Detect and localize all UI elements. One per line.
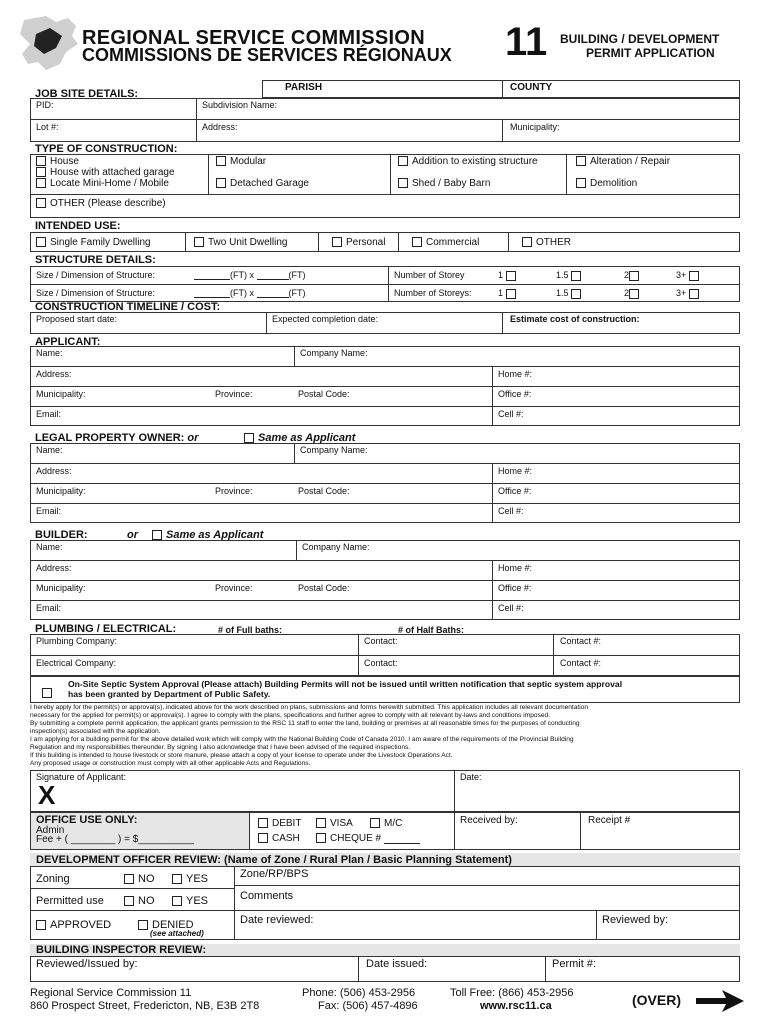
denied-checkbox[interactable]: DENIED — [138, 919, 194, 931]
construction-title: TYPE OF CONSTRUCTION: — [35, 143, 178, 155]
plumbing-company-field[interactable]: Plumbing Company: — [36, 636, 118, 646]
municipality-field[interactable]: Municipality: — [510, 122, 560, 132]
applicant-office-field[interactable]: Office #: — [498, 389, 532, 399]
dev-review-title: DEVELOPMENT OFFICER REVIEW: (Name of Zone / Rural Plan / Basic Planning Statement) — [36, 854, 512, 866]
start-date-field[interactable]: Proposed start date: — [36, 314, 118, 324]
received-by-field[interactable]: Received by: — [460, 815, 518, 826]
plumbing-contact-num-field[interactable]: Contact #: — [560, 636, 602, 646]
footer-phone: Phone: (506) 453-2956 — [302, 987, 416, 999]
cost-field[interactable]: Estimate cost of construction: — [510, 314, 640, 324]
storeys-2-checkbox[interactable]: 2 — [624, 288, 643, 299]
modular-checkbox[interactable]: Modular — [216, 156, 266, 167]
storey-2-checkbox[interactable]: 2 — [624, 270, 643, 281]
plumbing-title: PLUMBING / ELECTRICAL: — [35, 623, 177, 635]
half-baths-field[interactable]: # of Half Baths: — [398, 625, 524, 635]
owner-name-field[interactable]: Name: — [36, 445, 63, 455]
storey-15-checkbox[interactable]: 1.5 — [556, 270, 585, 281]
timeline-title: CONSTRUCTION TIMELINE / COST: — [35, 301, 221, 313]
size1-width-input[interactable]: (FT) x (FT) — [194, 270, 306, 280]
zoning-label: Zoning — [36, 873, 70, 885]
owner-municipality-field[interactable]: Municipality: — [36, 486, 86, 496]
builder-or: or — [127, 529, 138, 541]
septic-line2: has been granted by Department of Public Safety. — [68, 689, 271, 699]
storeys-15-checkbox[interactable]: 1.5 — [556, 288, 585, 299]
visa-checkbox[interactable]: VISA — [316, 818, 353, 829]
province-map-logo — [16, 14, 86, 74]
builder-province-field[interactable]: Province: — [215, 583, 253, 593]
footer-tollfree: Toll Free: (866) 453-2956 — [450, 987, 574, 999]
storeys-1-checkbox[interactable]: 1 — [498, 288, 520, 299]
subdivision-field[interactable]: Subdivision Name: — [202, 100, 278, 110]
fee-field[interactable]: Fee + ( ________ ) = $__________ — [36, 834, 194, 845]
storey-label: Number of Storey — [394, 270, 465, 280]
permitted-yes-checkbox[interactable]: YES — [172, 895, 208, 907]
builder-company-field[interactable]: Company Name: — [302, 542, 370, 552]
approved-checkbox[interactable]: APPROVED — [36, 919, 111, 931]
completion-date-field[interactable]: Expected completion date: — [272, 314, 379, 324]
builder-email-field[interactable]: Email: — [36, 603, 62, 613]
form-title-line2: PERMIT APPLICATION — [586, 46, 715, 60]
applicant-postal-field[interactable]: Postal Code: — [298, 389, 350, 399]
applicant-name-field[interactable]: Name: — [36, 348, 63, 358]
applicant-cell-field[interactable]: Cell #: — [498, 409, 524, 419]
builder-name-field[interactable]: Name: — [36, 542, 63, 552]
commercial-checkbox[interactable]: Commercial — [412, 237, 479, 248]
size2-width-input[interactable]: (FT) x (FT) — [194, 288, 306, 298]
mc-checkbox[interactable]: M/C — [370, 818, 402, 829]
declaration-line: necessary for the applied for permit(s) or approval(s). I agree to comply with the plans, specifications and further agree to comply with all relevant by-laws and conditions imposed. — [30, 712, 551, 719]
declaration-line: I am applying for a building permit for the above detailed work which will comply with the National Building Code of Canada 2010. I am aware of the requirements of the Provincial Building — [30, 736, 574, 743]
cash-checkbox[interactable]: CASH — [258, 833, 300, 844]
owner-province-field[interactable]: Province: — [215, 486, 253, 496]
intended-use-title: INTENDED USE: — [35, 220, 121, 232]
declaration-line: If this building is intended to house livestock or store manure, please attach a copy of your license to operate under the Livestock Operations Act. — [30, 752, 453, 759]
personal-checkbox[interactable]: Personal — [332, 237, 385, 248]
applicant-company-field[interactable]: Company Name: — [300, 348, 368, 358]
addition-checkbox[interactable]: Addition to existing structure — [398, 156, 538, 167]
commission-number: 11 — [505, 20, 548, 64]
alteration-checkbox[interactable]: Alteration / Repair — [576, 156, 670, 167]
date-reviewed-field[interactable]: Date reviewed: — [240, 914, 314, 926]
declaration-line: I hereby apply for the permit(s) or approval(s), indicated above for the work described on plans, submissions and forms herewith submitted. This application includes all relevant documentation — [30, 704, 589, 711]
org-name-en: REGIONAL SERVICE COMMISSION — [82, 27, 425, 49]
job-site-fields — [30, 98, 740, 142]
plumbing-contact-field[interactable]: Contact: — [364, 636, 398, 646]
applicant-email-field[interactable]: Email: — [36, 409, 62, 419]
septic-line1: On-Site Septic System Approval (Please attach) Building Permits will not be issued until written notification that septic system approval — [68, 679, 623, 689]
builder-municipality-field[interactable]: Municipality: — [36, 583, 86, 593]
house-checkbox[interactable]: House — [36, 156, 79, 167]
owner-postal-field[interactable]: Postal Code: — [298, 486, 350, 496]
footer-fax: Fax: (506) 457-4896 — [318, 1000, 418, 1012]
owner-title: LEGAL PROPERTY OWNER: or — [35, 432, 199, 444]
electrical-contact-field[interactable]: Contact: — [364, 658, 398, 668]
signature-section — [30, 770, 740, 812]
owner-same-checkbox[interactable]: Same as Applicant — [244, 432, 355, 444]
reviewed-by-field[interactable]: Reviewed by: — [602, 914, 669, 926]
lot-field[interactable]: Lot #: — [36, 122, 59, 132]
applicant-title: APPLICANT: — [35, 336, 101, 348]
debit-checkbox[interactable]: DEBIT — [258, 818, 301, 829]
detached-garage-checkbox[interactable]: Detached Garage — [216, 178, 309, 189]
owner-address-field[interactable]: Address: — [36, 466, 72, 476]
storey-1-checkbox[interactable]: 1 — [498, 270, 520, 281]
septic-checkbox[interactable] — [42, 684, 56, 702]
builder-cell-field[interactable]: Cell #: — [498, 603, 524, 613]
electrical-contact-num-field[interactable]: Contact #: — [560, 658, 602, 668]
builder-home-field[interactable]: Home #: — [498, 563, 533, 573]
demolition-checkbox[interactable]: Demolition — [576, 178, 637, 189]
owner-home-field[interactable]: Home #: — [498, 466, 533, 476]
date-issued-field[interactable]: Date issued: — [366, 958, 428, 970]
single-family-checkbox[interactable]: Single Family Dwelling — [36, 237, 151, 248]
signature-x-mark: X — [38, 780, 56, 810]
house-garage-checkbox[interactable]: House with attached garage — [36, 167, 175, 178]
applicant-municipality-field[interactable]: Municipality: — [36, 389, 86, 399]
address-field[interactable]: Address: — [202, 122, 238, 132]
office-use-title: OFFICE USE ONLY: — [36, 814, 138, 826]
builder-same-checkbox[interactable]: Same as Applicant — [152, 529, 263, 541]
see-attached-note: (see attached) — [150, 929, 204, 938]
applicant-home-field[interactable]: Home #: — [498, 369, 533, 379]
builder-address-field[interactable]: Address: — [36, 563, 72, 573]
county-label: COUNTY — [510, 82, 553, 93]
applicant-province-field[interactable]: Province: — [215, 389, 253, 399]
size1-label: Size / Dimension of Structure: — [36, 270, 156, 280]
footer-org-name: Regional Service Commission 11 — [30, 987, 192, 999]
size2-label: Size / Dimension of Structure: — [36, 288, 156, 298]
date-field[interactable]: Date: — [460, 772, 482, 782]
permit-number-field[interactable]: Permit #: — [552, 958, 597, 970]
declaration-line: inspection(s) associated with the application. — [30, 728, 161, 735]
owner-cell-field[interactable]: Cell #: — [498, 506, 524, 516]
footer-website[interactable]: www.rsc11.ca — [480, 1000, 552, 1012]
pid-field[interactable]: PID: — [36, 100, 54, 110]
receipt-field[interactable]: Receipt # — [588, 815, 631, 826]
full-baths-field[interactable]: # of Full baths: — [218, 625, 342, 635]
owner-email-field[interactable]: Email: — [36, 506, 62, 516]
owner-office-field[interactable]: Office #: — [498, 486, 532, 496]
electrical-company-field[interactable]: Electrical Company: — [36, 658, 117, 668]
inspector-title: BUILDING INSPECTOR REVIEW: — [36, 944, 207, 956]
applicant-address-field[interactable]: Address: — [36, 369, 72, 379]
declaration-line: Any proposed usage or construction must comply with all other applicable Acts and Regulations. — [30, 760, 311, 767]
storeys-label: Number of Storeys: — [394, 288, 472, 298]
reviewed-issued-field[interactable]: Reviewed/Issued by: — [36, 958, 138, 970]
owner-company-field[interactable]: Company Name: — [300, 445, 368, 455]
zone-field[interactable]: Zone/RP/BPS — [240, 868, 309, 880]
permitted-use-label: Permitted use — [36, 895, 104, 907]
builder-postal-field[interactable]: Postal Code: — [298, 583, 350, 593]
zoning-no-checkbox[interactable]: NO — [124, 873, 155, 885]
footer-address: 860 Prospect Street, Fredericton, NB, E3B 2T8 — [30, 1000, 260, 1012]
job-site-title: JOB SITE DETAILS: — [35, 88, 139, 100]
permitted-no-checkbox[interactable]: NO — [124, 895, 155, 907]
comments-field[interactable]: Comments — [240, 890, 294, 902]
arrow-right-icon — [696, 988, 746, 1014]
cheque-checkbox[interactable]: CHEQUE # — [316, 833, 420, 844]
builder-office-field[interactable]: Office #: — [498, 583, 532, 593]
structure-title: STRUCTURE DETAILS: — [35, 254, 156, 266]
over-label: (OVER) — [632, 992, 681, 1008]
other-use-checkbox[interactable]: OTHER — [522, 237, 571, 248]
storey-3-checkbox[interactable]: 3+ — [676, 270, 703, 281]
other-construction-checkbox[interactable]: OTHER (Please describe) — [36, 198, 166, 209]
builder-title: BUILDER: — [35, 529, 88, 541]
zoning-yes-checkbox[interactable]: YES — [172, 873, 208, 885]
storeys-3-checkbox[interactable]: 3+ — [676, 288, 703, 299]
signature-field[interactable]: Signature of Applicant: — [36, 772, 127, 782]
declaration-line: By submitting a complete permit application, the applicant grants permission to the RSC 11 staff to enter the land, building or premises at all reasonable times for the purposes of conducting — [30, 720, 580, 727]
parish-label: PARISH — [285, 82, 323, 93]
shed-checkbox[interactable]: Shed / Baby Barn — [398, 178, 490, 189]
mini-home-checkbox[interactable]: Locate Mini-Home / Mobile — [36, 178, 169, 189]
org-name-fr: COMMISSIONS DE SERVICES RÉGIONAUX — [82, 45, 452, 65]
form-title-line1: BUILDING / DEVELOPMENT — [560, 32, 720, 46]
declaration-line: Regulation and my responsibilities thereunder. By signing I also acknowledge that I have been advised of the required inspections. — [30, 744, 411, 751]
job-site-section — [262, 80, 740, 98]
admin-label: Admin — [36, 825, 65, 836]
two-unit-checkbox[interactable]: Two Unit Dwelling — [194, 237, 287, 248]
